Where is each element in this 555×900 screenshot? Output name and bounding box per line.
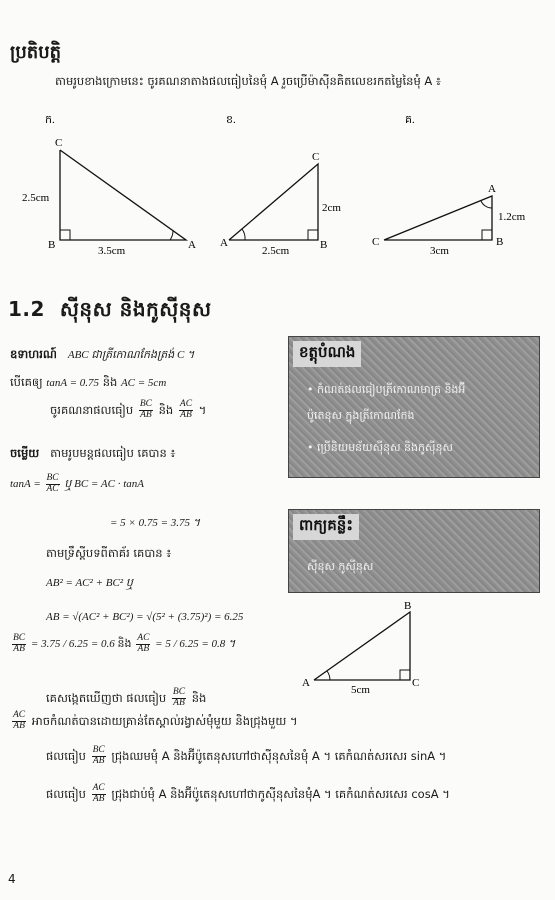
given-ac: AC = 5cm: [120, 377, 167, 389]
triangle-figure-a: [22, 114, 196, 257]
objectives-box: [288, 336, 540, 478]
objective-item-2: ប៉ូតេនុស ក្នុងត្រីកោណកែង: [307, 409, 415, 422]
side-vertex-c: C: [412, 677, 420, 689]
remark-body: អាចកំណត់បានដោយគ្រាន់តែស្គាល់រង្វាស់មុំមួយ និងជ្រុងមួយ ។: [31, 713, 298, 728]
figure-c-side-ab: 1.2cm: [498, 211, 526, 223]
sine-text: ជ្រុងឈមមុំ A និងអ៊ីប៉ូតេនុសហៅថាស៊ីនុសនៃមុំ A ។ គេកំណត់សរសេរ sinA ។: [111, 748, 447, 763]
figure-b-vertex-b: B: [320, 239, 328, 251]
side-side-ac: 5cm: [351, 684, 370, 696]
side-triangle-figure: [296, 598, 436, 698]
tan-line: [10, 474, 144, 495]
ratio-bc-value: = 3.75 / 6.25 = 0.6: [30, 638, 115, 650]
pythagoras-equation: AB² = AC² + BC² ឬ: [46, 577, 133, 589]
example-statement: ABC ជាត្រីកោណកែងត្រង់ C ។: [67, 349, 195, 361]
cosine-text: ជ្រុងជាប់មុំ A និងអ៊ីប៉ូតេនុសហៅថាកូស៊ីនុសនៃមុំA ។ គេកំណត់សរសេរ cosA ។: [111, 786, 450, 801]
example-label: ឧទាហរណ៍: [10, 347, 57, 361]
sine-fraction: $\frac{BC}{AB}$: [92, 745, 105, 766]
cosine-prefix: ផលធៀប: [46, 786, 86, 801]
figure-a-vertex-c: C: [55, 137, 63, 149]
ratio-join: និង: [117, 638, 132, 650]
solution-label: ចម្លើយ: [10, 446, 40, 460]
tan-suffix: ឬ BC = AC · tanA: [64, 478, 144, 490]
remark-prefix: គេសង្កេតឃើញថា ផលធៀប: [46, 690, 167, 705]
objectives-title: ខត្តុបំណង: [293, 341, 361, 367]
figure-c-vertex-c: C: [372, 236, 380, 248]
section-heading: [8, 296, 212, 326]
figure-a-vertex-b: B: [48, 239, 56, 251]
figure-b-tag: ខ.: [226, 114, 236, 126]
remark-fraction-bc-ab: $\frac{BC}{AB}$: [172, 687, 186, 708]
keywords-box: [288, 509, 540, 593]
tan-prefix: tanA =: [10, 478, 41, 490]
keyword-item-1: ស៊ីនុស កូស៊ីនុស: [307, 560, 374, 573]
example-line: [10, 347, 194, 364]
ratio-line: [10, 634, 235, 655]
remark-join: និង: [191, 690, 207, 705]
keywords-title: ពាក្យគន្លឹះ: [293, 514, 359, 540]
task-prefix: ចូរគណនាផលធៀប: [50, 402, 134, 417]
figure-a-tag: ក.: [45, 114, 55, 126]
triangle-figure-b: [220, 114, 341, 257]
sine-definition: [46, 746, 446, 767]
figure-c-vertex-a: A: [488, 183, 496, 195]
task-line: [50, 400, 206, 421]
cosine-definition: [46, 784, 450, 805]
task-join: និង: [158, 402, 174, 417]
objective-item-3: • ប្រើនិយមន័យស៊ីនុស និងកូស៊ីនុស: [307, 441, 453, 454]
ratio-fraction-ac-ab: $\frac{AC}{AB}$: [137, 633, 150, 654]
objective-item-1: • កំណត់ផលធៀបត្រីកោណមាត្រ និងអ៊ី: [307, 383, 466, 396]
cosine-fraction: $\frac{AC}{AB}$: [92, 783, 105, 804]
task-end: ។: [198, 402, 207, 417]
given-join: និង: [102, 375, 118, 389]
figure-a-side-ab: 3.5cm: [98, 245, 126, 257]
figure-b-vertex-c: C: [312, 151, 320, 163]
solution-line: [10, 446, 175, 463]
sine-prefix: ផលធៀប: [46, 748, 86, 763]
fraction-bc-ab: $\frac{BC}{AB}$: [139, 399, 152, 420]
section-title: ស៊ីនុស និងកូស៊ីនុស: [59, 297, 212, 321]
side-vertex-b: B: [404, 600, 412, 612]
given-prefix: បើគេឲ្យ: [10, 375, 43, 389]
triangle-figure-c: [372, 114, 526, 257]
remark-line: [46, 688, 206, 709]
figure-c-side-cb: 3cm: [430, 245, 449, 257]
remark-body-line: [10, 711, 298, 732]
figure-a-vertex-a: A: [188, 239, 196, 251]
figure-b-side-ab: 2.5cm: [262, 245, 290, 257]
exercise-figures: [0, 108, 555, 268]
fraction-bc-ac: $\frac{BC}{AC}$: [46, 473, 59, 494]
figure-b-side-bc: 2cm: [322, 202, 341, 214]
solution-intro: តាមរូបមន្តផលធៀប គេបាន ៖: [50, 446, 176, 460]
page-number: 4: [8, 872, 16, 886]
ab-calc: AB = √(AC² + BC²) = √(5² + (3.75)²) = 6.25: [46, 611, 244, 623]
ratio-fraction-bc-ab: $\frac{BC}{AB}$: [13, 633, 26, 654]
figure-b-vertex-a: A: [220, 237, 228, 249]
figure-c-vertex-b: B: [496, 236, 504, 248]
ratio-ac-value: = 5 / 6.25 = 0.8 ។: [155, 638, 236, 650]
pythagoras-intro: តាមទ្រឹស្តីបទពីតាគ័រ គេបាន ៖: [46, 546, 172, 560]
fraction-ac-ab: $\frac{AC}{AB}$: [179, 399, 193, 420]
exercise-instruction: តាមរូបខាងក្រោមនេះ ចូរគណនាតាងផលធៀបនៃមុំ A រួចប្រើម៉ាស៊ីនគិតលេខរកតម្លៃនៃមុំ A ៖: [55, 74, 441, 88]
side-vertex-a: A: [302, 677, 310, 689]
bc-calc: = 5 × 0.75 = 3.75 ។: [110, 517, 201, 529]
given-line: [10, 375, 166, 392]
remark-fraction-ac-ab: $\frac{AC}{AB}$: [13, 710, 26, 731]
exercise-heading: ប្រតិបត្តិ: [10, 42, 62, 63]
figure-a-side-bc: 2.5cm: [22, 192, 50, 204]
section-number: 1.2: [8, 297, 45, 321]
given-tan: tanA = 0.75: [46, 377, 100, 389]
figure-c-tag: គ.: [405, 114, 415, 126]
